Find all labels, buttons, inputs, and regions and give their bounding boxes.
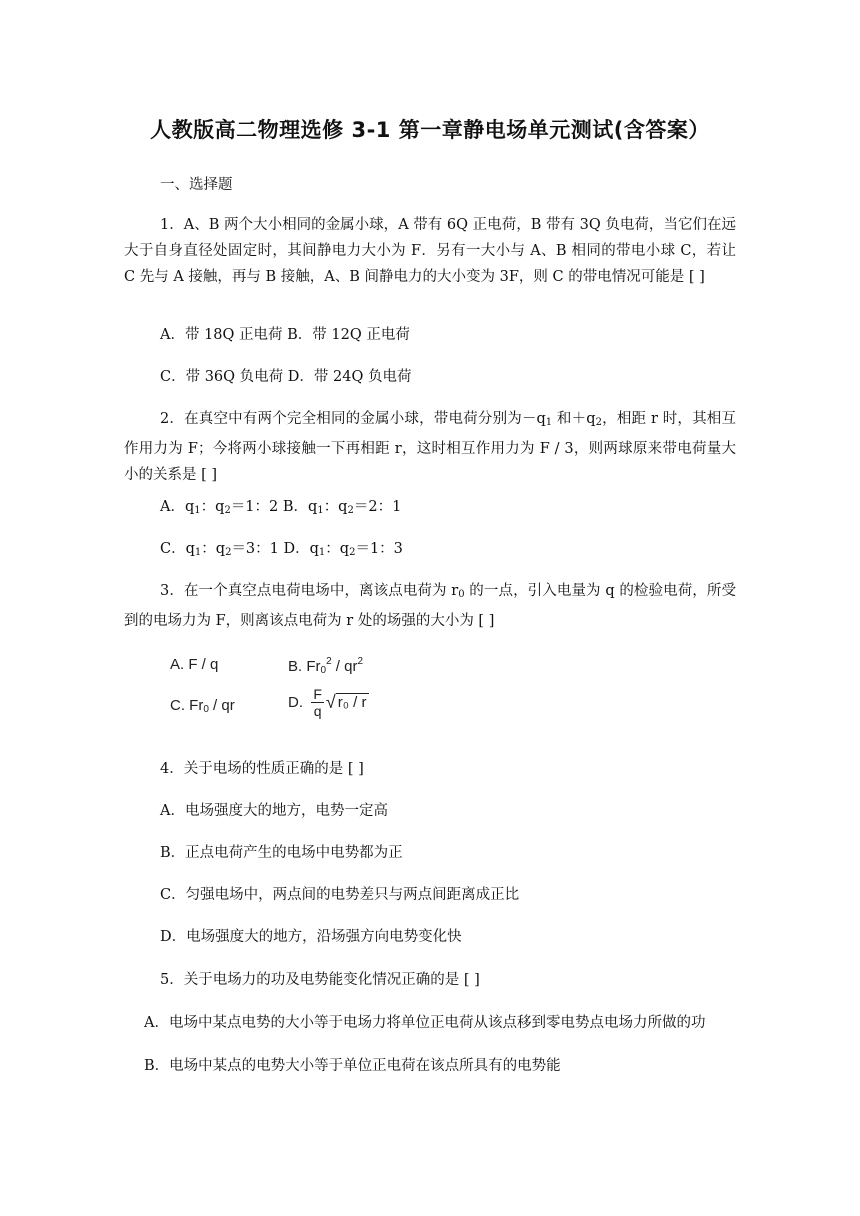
- option-text: ：q: [200, 499, 225, 515]
- fraction: [311, 686, 324, 719]
- question-3-option-c: [170, 697, 235, 715]
- question-2-options-cd: [160, 536, 403, 566]
- question-4-option-d: D．电场强度大的地方，沿场强方向电势变化快: [160, 929, 462, 945]
- question-1-text: 1．A、B 两个大小相同的金属小球，A 带有 6Q 正电荷，B 带有 3Q 负电荷，当它们在远大于自身直径处固定时，其间静电力大小为 F．另有一大小与 A、B 相同的带电小球 C，若让 C 先与 A 接触，再与 B 接触，A、B 间静电力的大小变为 3F，则 C 的带电情况可能是 [ ]: [124, 217, 736, 285]
- option-text: ＝3：1 D．q: [231, 541, 319, 557]
- subscript: 1: [317, 505, 324, 516]
- question-4-option-c: C．匀强电场中，两点间的电势差只与两点间距离成正比: [160, 887, 520, 903]
- subscript: 1: [318, 547, 326, 558]
- question-4-option-b: B．正点电荷产生的电场中电势都为正: [160, 845, 403, 861]
- subscript: 0: [203, 704, 209, 715]
- option-text: / qr: [331, 658, 358, 675]
- question-1: [124, 212, 736, 290]
- question-3-text-a: 3．在一个真空点电荷电场中，离该点电荷为 r: [160, 583, 459, 599]
- subscript: 2: [347, 505, 354, 516]
- option-text: ：q: [323, 499, 348, 515]
- question-3-option-d: [288, 686, 369, 719]
- option-text: ＝2：1: [353, 499, 402, 515]
- question-5-text: 5．关于电场力的功及电势能变化情况正确的是 [ ]: [160, 972, 480, 988]
- superscript: 2: [357, 656, 364, 667]
- fraction-denominator: q: [313, 703, 322, 719]
- subscript: 2: [595, 417, 602, 428]
- question-2-text-c: ，相距 r 时，其相互作用力为 F；今将两小球接触一下再相距 r，这时相互作用力为 F / 3，则两球原来带电荷量大小的关系是 [ ]: [124, 411, 736, 483]
- question-2-options-ab: [160, 494, 401, 524]
- question-3-text-b: 的一点，引入电量为 q 的检验电荷，所受到的电场力为 F，则离该点电荷为 r 处的场强的大小为 [ ]: [124, 583, 736, 629]
- fraction-numerator: F: [313, 686, 322, 702]
- subscript: 2: [225, 547, 232, 558]
- option-text: A．q: [160, 499, 195, 515]
- section-heading: 一、选择题: [160, 177, 233, 193]
- question-2-text-b: 和＋q: [552, 411, 596, 427]
- subscript: 1: [194, 505, 201, 516]
- option-text: ：q: [201, 541, 226, 557]
- option-text: C. Fr: [170, 697, 204, 714]
- option-text: B. Fr: [288, 658, 321, 675]
- document-title: 人教版高二物理选修 3-1 第一章静电场单元测试(含答案）: [150, 118, 710, 142]
- question-3: [124, 578, 736, 634]
- option-text: ：q: [325, 541, 350, 557]
- subscript: 2: [349, 547, 356, 558]
- question-3-option-b: [288, 656, 363, 676]
- question-3-option-a: A. F / q: [170, 656, 219, 673]
- option-label: D.: [288, 694, 303, 711]
- subscript: 0: [320, 665, 327, 676]
- subscript: 1: [545, 417, 553, 428]
- subscript: 2: [224, 505, 231, 516]
- radical-sign-icon: √: [325, 692, 336, 712]
- question-5-option-a: A．电场中某点电势的大小等于电场力将单位正电荷从该点移到零电势点电场力所做的功: [144, 1015, 706, 1031]
- square-root: [326, 692, 369, 713]
- question-2: [124, 406, 736, 488]
- option-text: ＝1：2 B．q: [230, 499, 318, 515]
- question-1-options-cd: C．带 36Q 负电荷 D．带 24Q 负电荷: [160, 369, 412, 385]
- option-text: ＝1：3: [355, 541, 403, 557]
- subscript: 1: [194, 547, 202, 558]
- question-4-text: 4．关于电场的性质正确的是 [ ]: [160, 761, 364, 777]
- option-text: C．q: [160, 541, 195, 557]
- question-1-options-ab: A．带 18Q 正电荷 B．带 12Q 正电荷: [160, 327, 410, 343]
- radicand: r₀ / r: [337, 694, 367, 711]
- subscript: 0: [458, 589, 465, 600]
- option-text: / qr: [208, 697, 235, 714]
- question-5-option-b: B．电场中某点的电势大小等于单位正电荷在该点所具有的电势能: [144, 1058, 561, 1074]
- question-2-text-a: 2．在真空中有两个完全相同的金属小球，带电荷分别为－q: [160, 411, 546, 427]
- question-4-option-a: A．电场强度大的地方，电势一定高: [160, 803, 388, 819]
- superscript: 2: [326, 656, 332, 667]
